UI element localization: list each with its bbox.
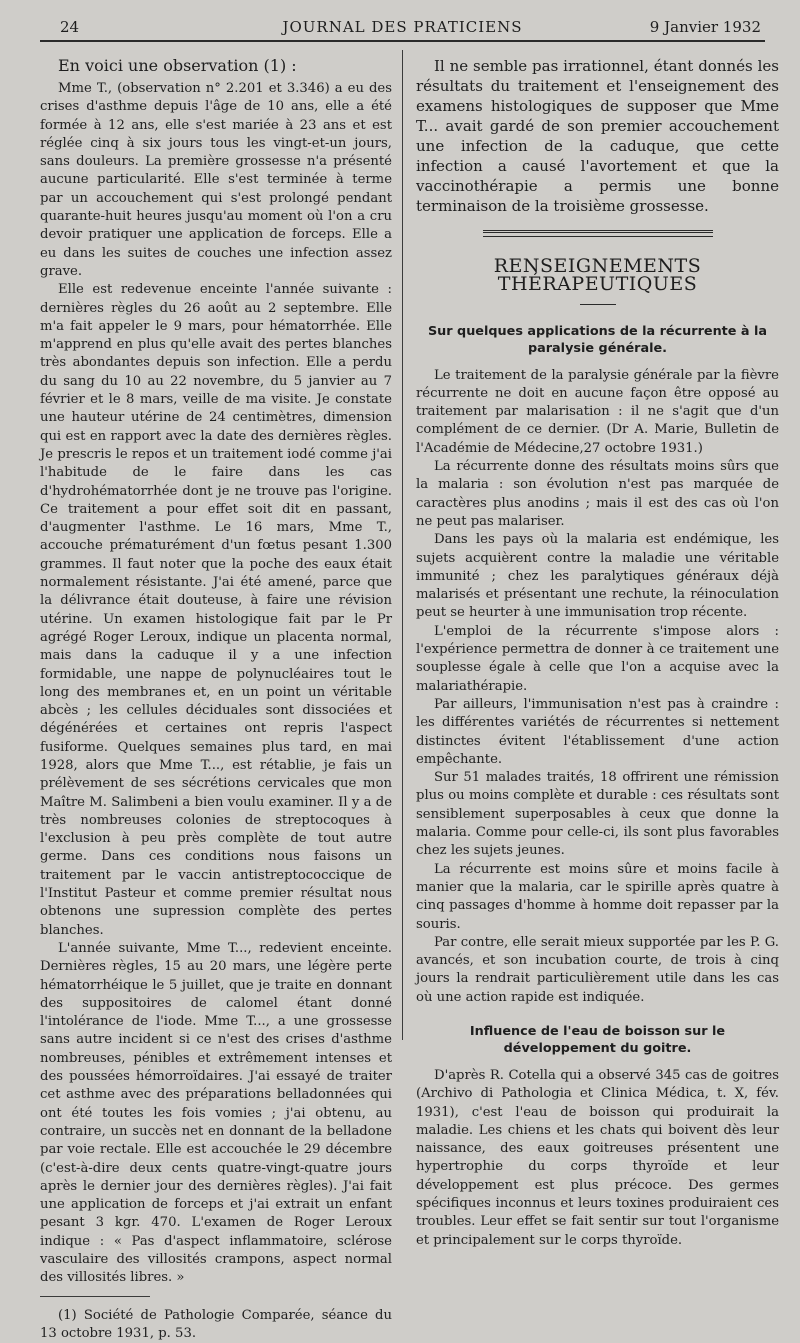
body-paragraph: Mme T., (observation n° 2.201 et 3.346) a eu des crises d'asthme depuis l'âge de 10 ans, elle a été formée à 12 ans, elle s'est mariée à 23 ans et est réglée cinq à six jours tous les vingt-et-un jours, sans douleurs. La première grossesse n'a présenté aucune particularité. Elle s'est terminée à terme par un accouchement qui s'est prolongé pendant quarante-huit heures jusqu'au moment où l'on a cru devoir pratiquer une application de forceps. Elle a eu dans les suites de couches une infection assez grave. bbox=[40, 81, 392, 279]
page-number: 24 bbox=[60, 18, 80, 36]
subsection-title-goitre: Influence de l'eau de boisson sur le développement du goitre. bbox=[469, 1023, 726, 1056]
body-paragraph: Dans les pays où la malaria est endémique, les sujets acquièrent contre la maladie une véritable immunité ; chez les paralytiques généraux déjà malarisés et présentant une rechute, la réinoculation peut se heurter à une immunisation trop récente. bbox=[416, 532, 779, 621]
body-paragraph: L'emploi de la récurrente s'impose alors : l'expérience permettra de donner à ce traitement une souplesse égale à celle que l'on a acquise avec la malariathérapie. bbox=[416, 623, 779, 694]
body-paragraph: La récurrente donne des résultats moins sûrs que la malaria : son évolution n'est pas marquée de caractères plus anodins ; mais il est des cas où l'on ne peut pas malariser. bbox=[416, 459, 779, 529]
subsection-title-recurrente: Sur quelques applications de la récurrente à la paralysie générale. bbox=[427, 323, 768, 356]
footnote-separator bbox=[40, 1296, 150, 1297]
conclusion-paragraph: Il ne semble pas irrationnel, étant donnés les résultats du traitement et l'enseignement des examens histologiques de supposer que Mme T... avait gardé de son premier accouchement une infection de la caduque, que cette infection a causé l'avortement et que la vaccinothérapie a permis une bonne terminaison de la troisième grossesse. bbox=[416, 57, 779, 215]
section-title: RENSEIGNEMENTS THÉRAPEUTIQUES bbox=[493, 255, 702, 296]
right-column bbox=[416, 56, 779, 1250]
title-underline bbox=[580, 304, 616, 305]
header-rule bbox=[40, 40, 765, 42]
body-paragraph: L'année suivante, Mme T..., redevient enceinte. Dernières règles, 15 au 20 mars, une légère perte hématorrhéique le 5 juillet, que je traite en donnant des suppositoires de calomel étant donné l'intolérance de l'iode. Mme T..., a une grossesse sans autre incident si ce n'est des crises d'asthme nombreuses, pénibles et extrêmement intenses et des poussées hémorroïdaires. J'ai essayé de traiter cet asthme avec des préparations belladonnées qui ont été toutes les fois vomies ; j'ai obtenu, au contraire, un succès net en donnant de la belladone par voie rectale. Elle est accouchée le 29 décembre (c'est-à-dire deux cents quatre-vingt-quatre jours après le dernier jour des dernières règles). J'ai fait une application de forceps et j'ai extrait un enfant pesant 3 kgr. 470. L'examen de Roger Leroux indique : « Pas d'aspect inflammatoire, sclérose vasculaire des villosités crampons, aspect normal des villosités libres. » bbox=[40, 940, 392, 1286]
body-paragraph: Par ailleurs, l'immunisation n'est pas à craindre : les différentes variétés de récurrentes si nettement distinctes évitent l'établissement d'une action empêchante. bbox=[416, 696, 779, 767]
body-paragraph: Le traitement de la paralysie générale par la fièvre récurrente ne doit en aucune façon être opposé au traitement par malarisation : il ne s'agit que d'un complément de ce dernier. (Dr A. Marie, Bulletin de l'Académie de Médecine,27 octobre 1931.) bbox=[416, 367, 779, 456]
page-header bbox=[40, 16, 765, 38]
body-paragraph: Par contre, elle serait mieux supportée par les P. G. avancés, et son incubation courte, de trois à cinq jours la rendrait particulièrement utile dans les cas où une action rapide est indiquée. bbox=[416, 934, 779, 1005]
body-paragraph: La récurrente est moins sûre et moins facile à manier que la malaria, car le spirille après quatre à cinq passages d'homme à homme doit repasser par la souris. bbox=[416, 861, 779, 932]
observation-intro: En voici une observation (1) : bbox=[58, 56, 297, 75]
journal-title: JOURNAL DES PRATICIENS bbox=[282, 18, 523, 36]
body-paragraph: Sur 51 malades traités, 18 offrirent une rémission plus ou moins complète et durable : ces résultats sont sensiblement superposables à ceux que donne la malaria. Comme pour celle-ci, ils sont plus favorables chez les sujets jeunes. bbox=[416, 770, 779, 859]
issue-date: 9 Janvier 1932 bbox=[649, 18, 761, 36]
body-paragraph: D'après R. Cotella qui a observé 345 cas de goitres (Archivo di Pathologia et Clinica Médica, t. X, fév. 1931), c'est l'eau de boisson qui produirait la maladie. Les chiens et les chats qui boivent dès leur naissance, des eaux goitreuses présentent une hypertrophie du corps thyroïde et leur développement est plus précoce. Des germes spécifiques inconnus et leurs toxines produiraient ces troubles. Leur effet se fait sentir sur tout l'organisme et principalement sur le corps thyroïde. bbox=[416, 1067, 779, 1248]
section-double-rule bbox=[483, 230, 713, 237]
left-column bbox=[40, 56, 392, 1343]
body-paragraph: Elle est redevenue enceinte l'année suivante : dernières règles du 26 août au 2 septembre. Elle m'a fait appeler le 9 mars, pour hématorrhée. Elle m'apprend en plus qu'elle avait des pertes blanches très abondantes depuis son infection. Elle a perdu du sang du 10 au 22 novembre, du 5 janvier au 7 février et le 8 mars, veille de ma visite. Je constate une hauteur utérine de 24 centimètres, dimension qui est en rapport avec la date des dernières règles. Je prescris le repos et un traitement iodé comme j'ai l'habitude de le faire dans les cas d'hydrohématorrhée dont je ne trouve pas l'origine. Ce traitement a pour effet soit dit en passant, d'augmenter l'asthme. Le 16 mars, Mme T., accouche prématurément d'un fœtus pesant 1.300 grammes. Il faut noter que la poche des eaux était normalement résistante. J'ai été amené, parce que la délivrance était douteuse, à faire une révision utérine. Un examen histologique fait par le Pr agrégé Roger Leroux, indique un placenta normal, mais dans la caduque il y a une infection formidable, une nappe de polynucléaires tout le long des membranes et, en un point un véritable abcès ; les cellules déciduales sont dissociées et dégénérées et certaines ont repris l'aspect fusiforme. Quelques semaines plus tard, en mai 1928, alors que Mme T..., est rétablie, je fais un prélèvement de ses sécrétions cervicales que mon Maître M. Salimbeni a bien voulu examiner. Il y a de très nombreuses colonies de streptocoques à l'exclusion à peu près complète de tout autre germe. Dans ces conditions nous faisons un traitement par le vaccin antistreptococcique de l'Institut Pasteur et comme premier résultat nous obtenons une supression complète des pertes blanches. bbox=[40, 282, 392, 938]
column-divider bbox=[402, 50, 403, 1040]
footnote: (1) Société de Pathologie Comparée, séance du 13 octobre 1931, p. 53. bbox=[40, 1307, 392, 1341]
